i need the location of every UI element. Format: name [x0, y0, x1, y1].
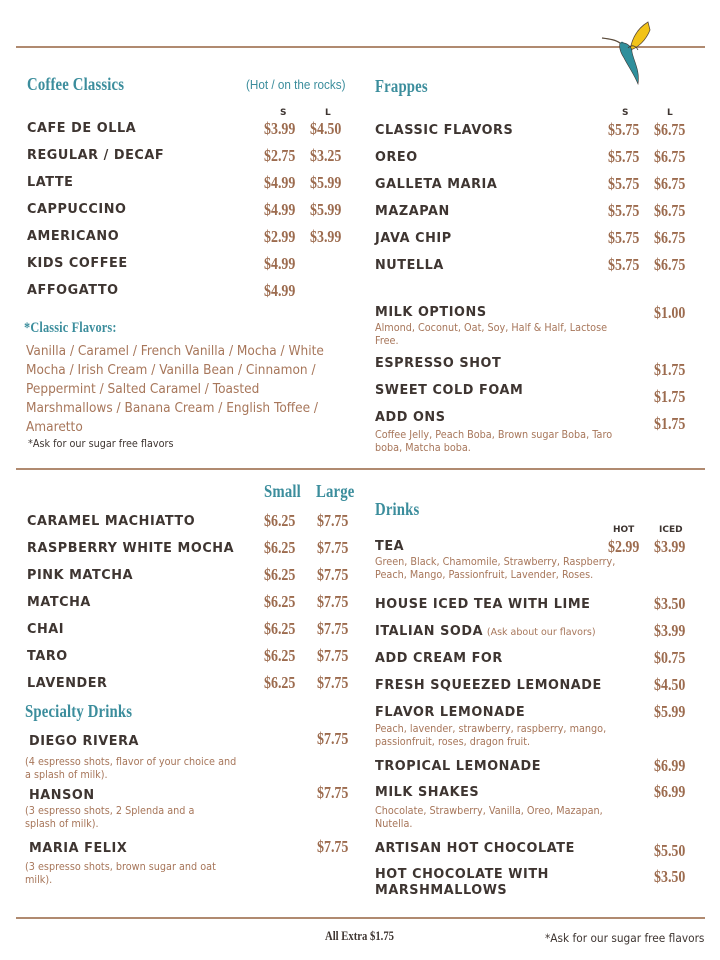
menu-item-name: AFFOGATTO: [27, 282, 119, 298]
menu-item-name: FRESH SQUEEZED LEMONADE: [375, 677, 602, 693]
price-small: $6.25: [264, 511, 296, 530]
frappes-title: Frappes: [375, 76, 428, 96]
item-description: Chocolate, Strawberry, Vanilla, Oreo, Mazapan, Nutella.: [375, 805, 603, 830]
item-price: $7.75: [317, 783, 349, 802]
menu-item-name: PINK MATCHA: [27, 567, 134, 583]
menu-item-name: TARO: [27, 648, 68, 664]
price-small: $5.75: [608, 255, 640, 274]
item-description: (3 espresso shots, brown sugar and oat milk).: [25, 861, 216, 886]
price-large: $7.75: [317, 592, 349, 611]
item-price: $4.50: [654, 675, 686, 694]
menu-item-name: OREO: [375, 149, 418, 165]
item-price: $3.50: [654, 867, 686, 886]
item-description: Almond, Coconut, Oat, Soy, Half & Half, Lactose Free.: [375, 322, 608, 347]
menu-item-name: SWEET COLD FOAM: [375, 382, 524, 398]
menu-item-name: HOT CHOCOLATE WITH MARSHMALLOWS: [375, 866, 549, 898]
price-small: $5.75: [608, 147, 640, 166]
menu-item-name: HANSON: [29, 787, 95, 803]
menu-item-name: KIDS COFFEE: [27, 255, 128, 271]
menu-item-name: LATTE: [27, 174, 74, 190]
item-price: $1.75: [654, 360, 686, 379]
menu-item-name: FLAVOR LEMONADE: [375, 704, 526, 720]
specialty-drinks-title: Specialty Drinks: [25, 701, 133, 721]
menu-item-name: ITALIAN SODA (Ask about our flavors): [375, 623, 596, 639]
item-description: Green, Black, Chamomile, Strawberry, Raspberry, Peach, Mango, Passionfruit, Lavender, Roses.: [375, 556, 616, 581]
menu-item-name: TEA: [375, 538, 405, 554]
all-extra-note: All Extra $1.75: [325, 928, 394, 943]
menu-item-name: REGULAR / DECAF: [27, 147, 165, 163]
drinks-title: Drinks: [375, 499, 420, 519]
item-price: $0.75: [654, 648, 686, 667]
menu-item-name: MILK SHAKES: [375, 784, 480, 800]
price-large: $6.75: [654, 228, 686, 247]
price-iced: $3.99: [654, 537, 686, 556]
price-large: $7.75: [317, 511, 349, 530]
price-large: $7.75: [317, 538, 349, 557]
size-header-hot: HOT: [613, 525, 635, 535]
price-small: $5.75: [608, 228, 640, 247]
price-hot: $2.99: [608, 537, 640, 556]
item-price: $3.99: [654, 621, 686, 640]
price-large: $6.75: [654, 255, 686, 274]
size-header-large: Large: [316, 481, 355, 501]
item-price: $3.50: [654, 594, 686, 613]
price-small: $4.99: [264, 281, 296, 300]
menu-item-name: MARIA FELIX: [29, 840, 128, 856]
coffee-classics-title: Coffee Classics: [27, 74, 125, 94]
price-small: $6.25: [264, 565, 296, 584]
price-large: $7.75: [317, 673, 349, 692]
menu-item-name: CHAI: [27, 621, 65, 637]
menu-item-name: LAVENDER: [27, 675, 108, 691]
classic-flavors-title: *Classic Flavors:: [24, 320, 117, 336]
price-large: $5.99: [310, 173, 342, 192]
price-large: $7.75: [317, 565, 349, 584]
item-description: (3 espresso shots, 2 Splenda and a splash of milk).: [25, 805, 195, 830]
menu-item-name: MATCHA: [27, 594, 91, 610]
price-small: $5.75: [608, 120, 640, 139]
menu-item-name: CARAMEL MACHIATTO: [27, 513, 196, 529]
price-large: $6.75: [654, 147, 686, 166]
menu-item-name: NUTELLA: [375, 257, 444, 273]
price-large: $5.99: [310, 200, 342, 219]
price-small: $6.25: [264, 619, 296, 638]
price-small: $5.75: [608, 174, 640, 193]
menu-item-name: CAPPUCCINO: [27, 201, 127, 217]
item-price: $7.75: [317, 837, 349, 856]
menu-item-name: ADD ONS: [375, 409, 446, 425]
menu-item-name: MILK OPTIONS: [375, 304, 487, 320]
price-large: $4.50: [310, 119, 342, 138]
item-price: $5.50: [654, 841, 686, 860]
item-price: $1.75: [654, 387, 686, 406]
item-description: Coffee Jelly, Peach Boba, Brown sugar Boba, Taro boba, Matcha boba.: [375, 429, 613, 454]
menu-item-name: AMERICANO: [27, 228, 120, 244]
footer-sugar-free-note: *Ask for our sugar free flavors: [545, 931, 705, 945]
price-small: $6.25: [264, 592, 296, 611]
menu-item-name: RASPBERRY WHITE MOCHA: [27, 540, 235, 556]
middle-divider: [16, 468, 705, 470]
price-large: $6.75: [654, 120, 686, 139]
menu-item-name: CLASSIC FLAVORS: [375, 122, 514, 138]
menu-item-name: GALLETA MARIA: [375, 176, 498, 192]
menu-item-name: CAFE DE OLLA: [27, 120, 137, 136]
item-price: $6.99: [654, 782, 686, 801]
item-price: $5.99: [654, 702, 686, 721]
price-small: $6.25: [264, 673, 296, 692]
price-large: $6.75: [654, 174, 686, 193]
hummingbird-icon: [598, 18, 660, 90]
price-small: $4.99: [264, 200, 296, 219]
price-small: $3.99: [264, 119, 296, 138]
price-small: $2.99: [264, 227, 296, 246]
item-price: $1.75: [654, 414, 686, 433]
item-note: (Ask about our flavors): [486, 627, 596, 638]
item-price: $6.99: [654, 756, 686, 775]
size-header-small: S: [280, 108, 287, 118]
price-large: $3.99: [310, 227, 342, 246]
price-large: $6.75: [654, 201, 686, 220]
menu-item-name: DIEGO RIVERA: [29, 733, 140, 749]
price-small: $6.25: [264, 646, 296, 665]
size-header-large: L: [667, 108, 673, 118]
menu-item-name: ADD CREAM FOR: [375, 650, 503, 666]
price-small: $4.99: [264, 254, 296, 273]
price-large: $3.25: [310, 146, 342, 165]
size-header-iced: ICED: [659, 525, 683, 535]
sugar-free-note: *Ask for our sugar free flavors: [28, 438, 174, 450]
price-large: $7.75: [317, 619, 349, 638]
size-header-small: Small: [264, 481, 301, 501]
menu-item-name: TROPICAL LEMONADE: [375, 758, 542, 774]
menu-item-name: ARTISAN HOT CHOCOLATE: [375, 840, 575, 856]
menu-item-name: JAVA CHIP: [375, 230, 452, 246]
bottom-divider: [16, 917, 705, 919]
item-description: Peach, lavender, strawberry, raspberry, mango, passionfruit, roses, dragon fruit.: [375, 723, 607, 748]
menu-item-name: HOUSE ICED TEA WITH LIME: [375, 596, 591, 612]
classic-flavors-list: Vanilla / Caramel / French Vanilla / Mocha / White Mocha / Irish Cream / Vanilla Bean / Cinnamon / Peppermint / Salted Caramel / Toasted Marshmallows / Banana Cream / English Toffee / Amaretto: [26, 343, 324, 435]
price-small: $6.25: [264, 538, 296, 557]
size-header-large: L: [325, 108, 331, 118]
price-small: $5.75: [608, 201, 640, 220]
item-description: (4 espresso shots, flavor of your choice and a splash of milk).: [25, 756, 237, 781]
coffee-classics-subtitle: (Hot / on the rocks): [246, 77, 346, 92]
menu-item-name: MAZAPAN: [375, 203, 450, 219]
item-price: $1.00: [654, 303, 686, 322]
menu-item-name: ESPRESSO SHOT: [375, 355, 502, 371]
size-header-small: S: [622, 108, 629, 118]
price-small: $4.99: [264, 173, 296, 192]
item-price: $7.75: [317, 729, 349, 748]
price-small: $2.75: [264, 146, 296, 165]
price-large: $7.75: [317, 646, 349, 665]
